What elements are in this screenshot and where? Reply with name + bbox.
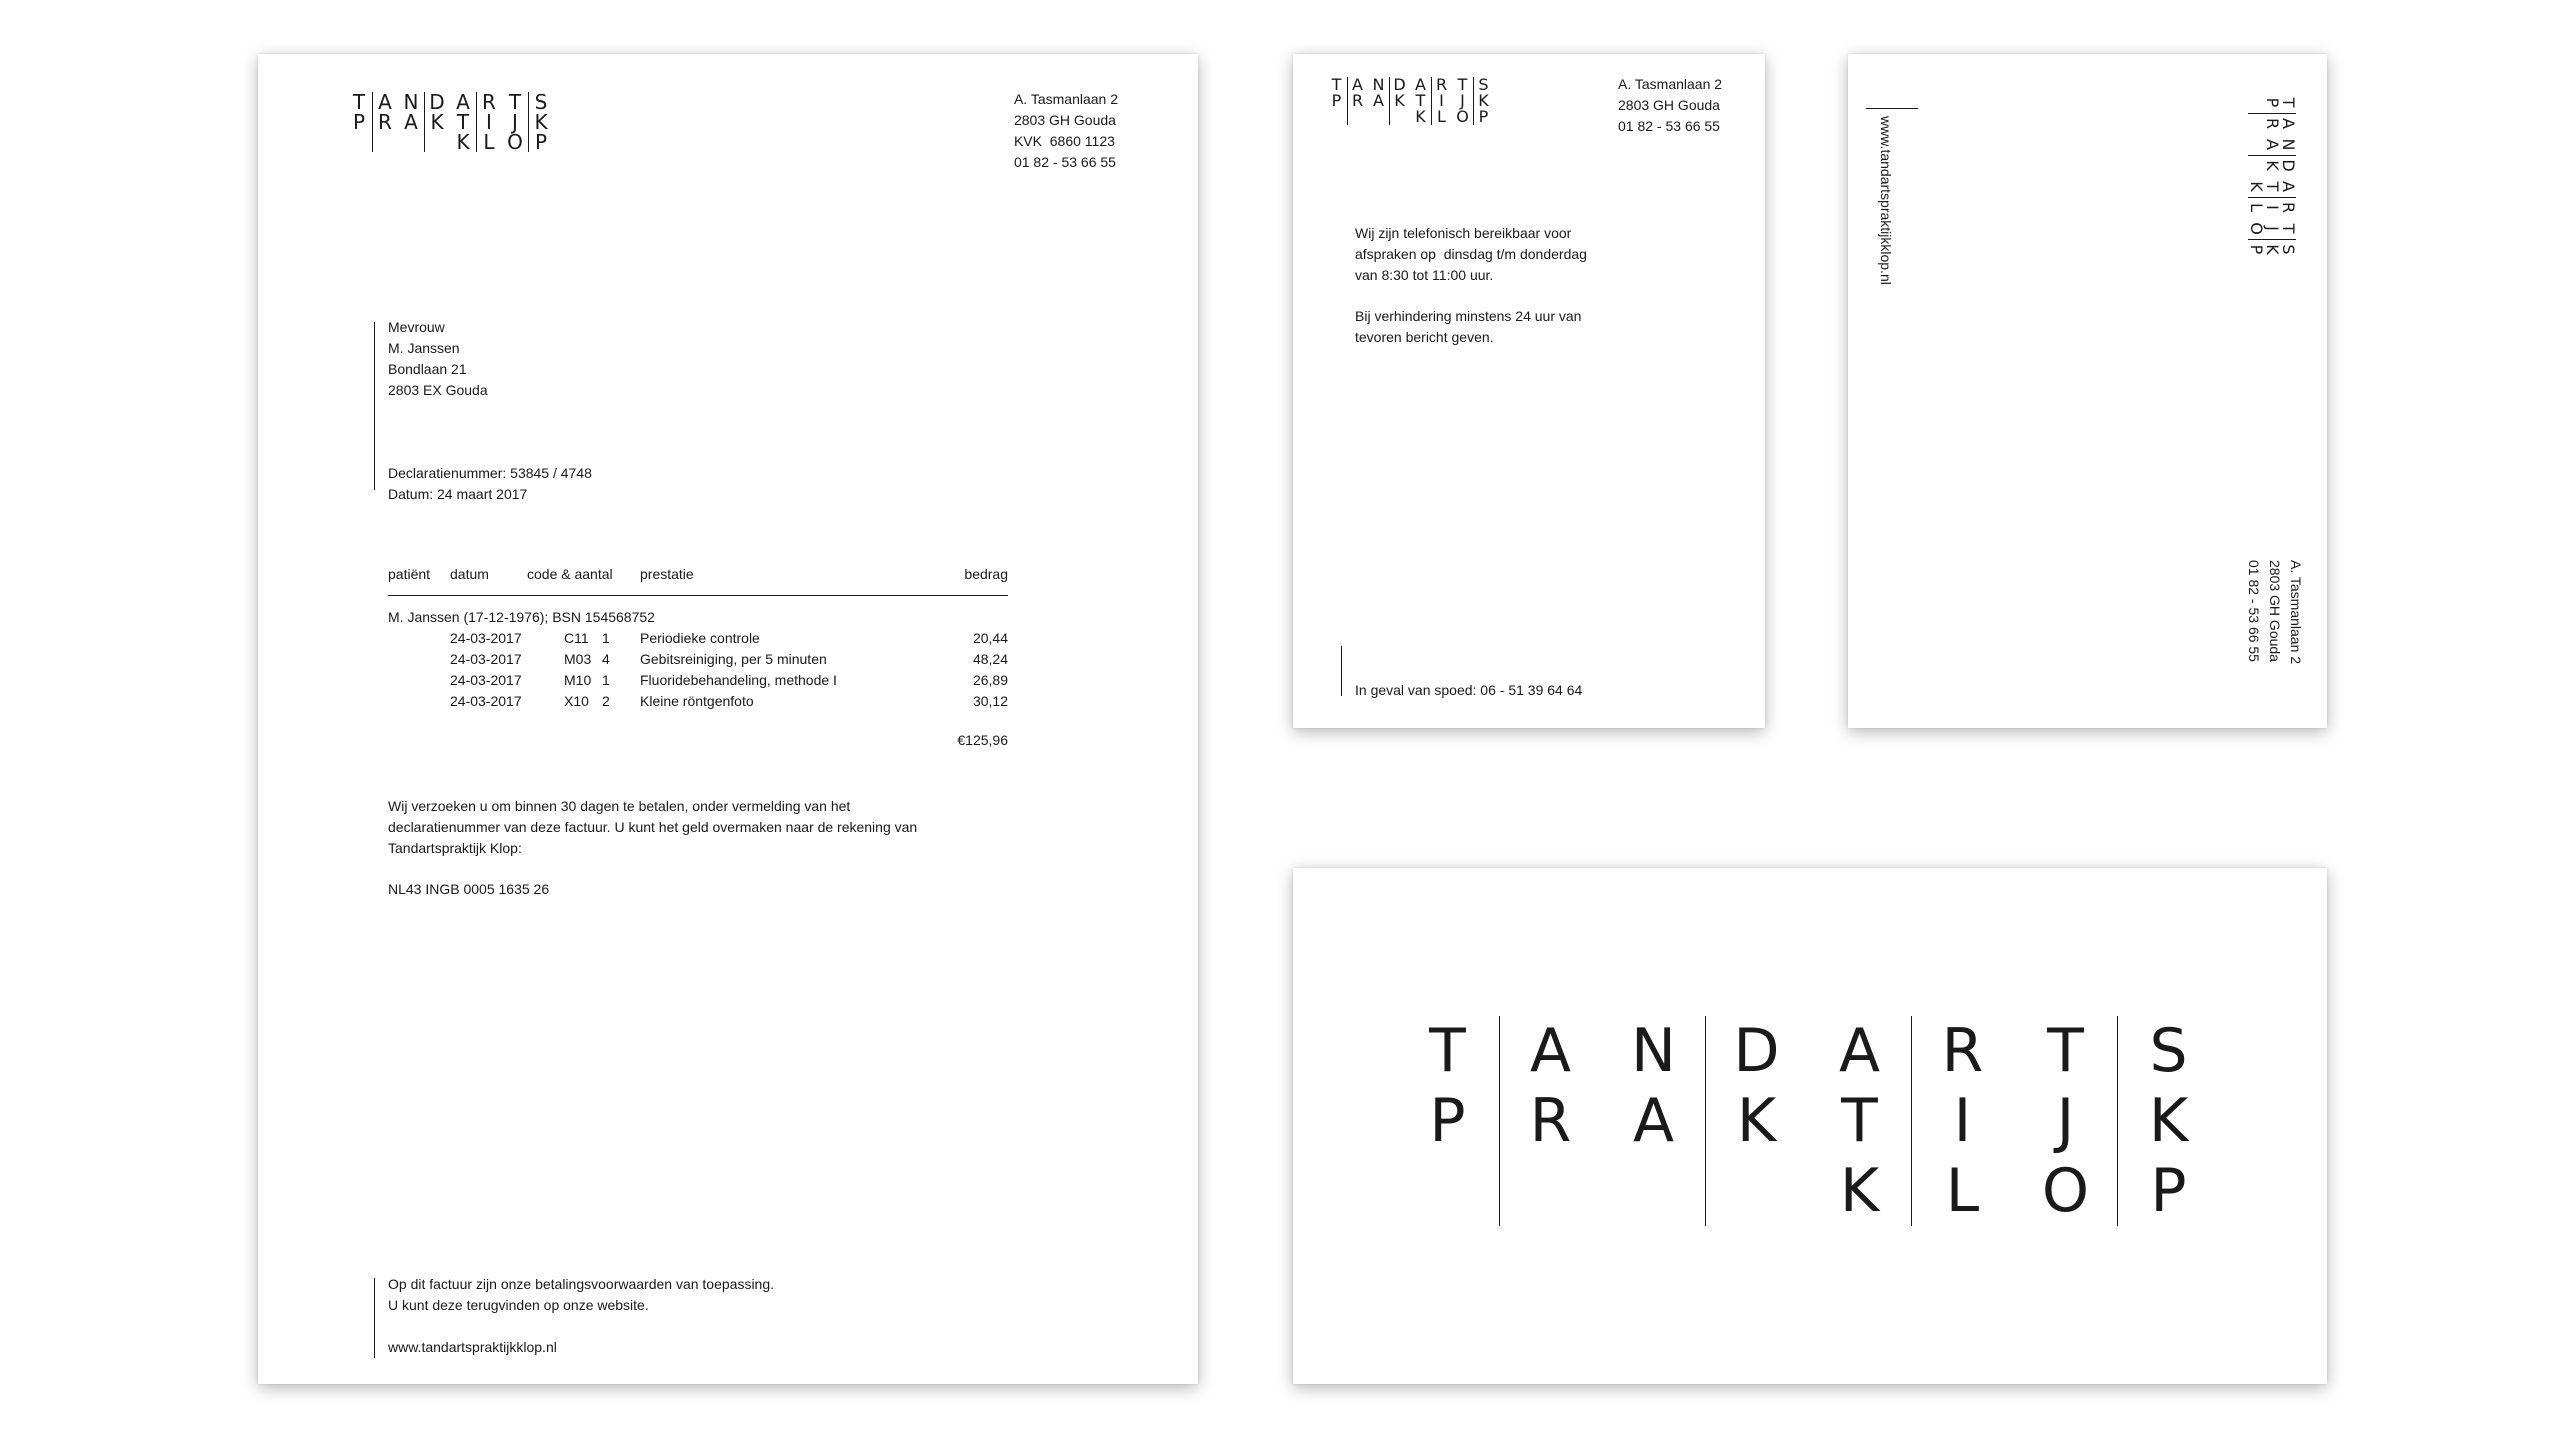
logo-letter: S xyxy=(1478,75,1489,94)
logo-column xyxy=(2248,197,2296,218)
logo-column xyxy=(476,92,502,152)
logo-letter xyxy=(2248,134,2264,155)
cancellation-text xyxy=(1355,306,1581,348)
logo-column xyxy=(2248,239,2296,260)
logo-column xyxy=(502,92,528,152)
logo-letter: T xyxy=(352,90,366,114)
logo-letter: A xyxy=(1838,1016,1881,1086)
logo-column xyxy=(346,92,372,152)
table-row xyxy=(388,651,1008,672)
logo-column xyxy=(2117,1016,2220,1226)
logo-letter: R xyxy=(1435,75,1448,94)
logo-column xyxy=(1473,77,1494,125)
sender-line: KVK 6860 1123 xyxy=(1013,133,1115,149)
row-qty: 1 xyxy=(602,672,610,688)
logo-letter xyxy=(372,132,398,152)
table-spacer xyxy=(388,714,1008,732)
logo-row xyxy=(1396,1016,2220,1226)
sender-address xyxy=(1014,89,1118,173)
letter-logo xyxy=(346,92,554,152)
logo-row xyxy=(1326,77,1494,125)
logo-letter xyxy=(346,132,372,152)
logo-letter: R xyxy=(2263,117,2282,130)
footer-terms xyxy=(388,1274,774,1316)
logo-letter: K xyxy=(456,130,470,154)
logo-letter: T xyxy=(2263,181,2282,192)
address-line: A. Tasmanlaan 2 xyxy=(1618,76,1723,92)
logo-letter: P xyxy=(352,110,366,134)
row-date: 24-03-2017 xyxy=(450,630,522,646)
logo-column xyxy=(1911,1016,2014,1226)
card-logo xyxy=(1326,77,1494,125)
payment-instructions xyxy=(388,796,917,859)
logo-letter: K xyxy=(430,110,444,134)
envelope xyxy=(1848,54,2327,728)
logo-letter xyxy=(1396,1156,1499,1226)
payment-line: declaratienummer van deze factuur. U kunt het geld overmaken naar de rekening van xyxy=(388,819,918,835)
logo-letter: L xyxy=(1437,107,1446,126)
logo-letter: I xyxy=(1439,91,1444,110)
logo-column xyxy=(1602,1016,1705,1226)
logo-letter xyxy=(1389,109,1410,125)
logo-letter: L xyxy=(1945,1156,1980,1226)
logo-letter: A xyxy=(2263,139,2282,150)
logo-letter xyxy=(2248,155,2264,176)
logo-letter: L xyxy=(483,130,495,154)
logo-letter: T xyxy=(2279,97,2298,108)
logo-column xyxy=(2014,1016,2117,1226)
logo-letter: J xyxy=(512,110,518,134)
emergency-number: In geval van spoed: 06 - 51 39 64 64 xyxy=(1355,682,1583,698)
logo-letter: K xyxy=(1736,1086,1777,1156)
availability-line: Wij zijn telefonisch bereikbaar voor xyxy=(1355,225,1572,241)
logo-letter: D xyxy=(1393,75,1406,94)
logo-letter: T xyxy=(1457,75,1468,94)
logo-letter: K xyxy=(2247,181,2266,192)
payment-line: Wij verzoeken u om binnen 30 dagen te betalen, onder vermelding van het xyxy=(388,798,851,814)
header-patient: patiënt xyxy=(388,566,431,582)
row-code: M03 xyxy=(564,651,592,667)
logo-letter: T xyxy=(2047,1016,2084,1086)
logo-letter: N xyxy=(1631,1016,1676,1086)
header-amount: bedrag xyxy=(964,566,1008,582)
row-amount: 48,24 xyxy=(972,651,1008,667)
envelope-address-wrap xyxy=(2243,560,2306,664)
logo-letter: J xyxy=(2056,1086,2075,1156)
row-amount: 30,12 xyxy=(972,693,1008,709)
logo-letter: A xyxy=(1373,91,1384,110)
row-service: Gebitsreiniging, per 5 minuten xyxy=(640,651,827,667)
row-amount: 20,44 xyxy=(972,630,1008,646)
logo-letter: O xyxy=(2247,222,2266,235)
invoice-letter xyxy=(258,54,1198,1384)
logo-column xyxy=(1368,77,1389,125)
row-code: X10 xyxy=(564,693,589,709)
logo-column xyxy=(1499,1016,1602,1226)
footer-line: U kunt deze terugvinden op onze website. xyxy=(388,1297,649,1313)
logo-letter: R xyxy=(1351,91,1364,110)
address-line: 01 82 - 53 66 55 xyxy=(1618,118,1720,134)
logo-column xyxy=(1410,77,1431,125)
logo-letter: A xyxy=(1632,1086,1675,1156)
logo-column xyxy=(2248,113,2296,134)
cancellation-line: Bij verhindering minstens 24 uur van xyxy=(1355,308,1582,324)
footer-line: Op dit factuur zijn onze betalingsvoorwaarden van toepassing. xyxy=(388,1276,775,1292)
logo-letter: L xyxy=(2247,203,2266,212)
header-date: datum xyxy=(450,566,489,582)
availability-line: afspraken op dinsdag t/m donderdag xyxy=(1355,246,1587,262)
envelope-address xyxy=(2243,560,2306,664)
logo-column xyxy=(1396,1016,1499,1226)
sender-line: A. Tasmanlaan 2 xyxy=(1013,91,1118,107)
logo-letter: A xyxy=(378,90,392,114)
logo-letter xyxy=(1326,109,1347,125)
logo-letter xyxy=(2248,113,2264,134)
row-date: 24-03-2017 xyxy=(450,651,522,667)
logo-row xyxy=(2248,92,2296,260)
logo-column xyxy=(450,92,476,152)
logo-letter: K xyxy=(1394,91,1405,110)
recipient-line: 2803 EX Gouda xyxy=(388,382,488,398)
table-header-rule xyxy=(388,595,1008,596)
logo-letter: T xyxy=(508,90,522,114)
logo-letter: T xyxy=(1331,75,1342,94)
logo-letter: T xyxy=(2279,223,2298,234)
logo-letter: R xyxy=(482,90,496,114)
row-service: Periodieke controle xyxy=(640,630,760,646)
logo-letter xyxy=(424,132,450,152)
recipient-line: M. Janssen xyxy=(388,340,460,356)
recipient-line: Mevrouw xyxy=(388,319,445,335)
logo-letter: T xyxy=(1841,1086,1878,1156)
logo-column xyxy=(1326,77,1347,125)
logo-letter: P xyxy=(2150,1156,2187,1226)
address-line: 01 82 - 53 66 55 xyxy=(2246,560,2262,662)
logo-column xyxy=(2248,218,2296,239)
logo-letter: R xyxy=(378,110,392,134)
envelope-website-wrap xyxy=(1876,116,1896,285)
logo-letter: R xyxy=(2279,201,2298,214)
logo-column xyxy=(2248,176,2296,197)
iban: NL43 INGB 0005 1635 26 xyxy=(388,881,550,897)
logo-letter xyxy=(1368,109,1389,125)
logo-row xyxy=(346,92,554,152)
invoice-table-header xyxy=(388,566,1008,596)
logo-column xyxy=(1452,77,1473,125)
logo-letter: T xyxy=(456,110,470,134)
logo-letter: N xyxy=(2279,138,2298,151)
logo-letter: I xyxy=(486,110,492,134)
logo-letter xyxy=(398,132,424,152)
header-code: code & aantal xyxy=(527,566,613,582)
logo-letter: A xyxy=(1529,1016,1572,1086)
logo-letter: P xyxy=(2247,244,2266,255)
logo-column xyxy=(398,92,424,152)
footer-rule xyxy=(374,1278,375,1358)
invoice-total: €125,96 xyxy=(957,732,1008,748)
invoice-table-body xyxy=(388,609,1008,753)
business-card xyxy=(1293,868,2327,1384)
row-code: M10 xyxy=(564,672,592,688)
declaration-number: Declaratienummer: 53845 / 4748 xyxy=(388,465,592,481)
logo-letter: J xyxy=(1460,91,1465,110)
logo-letter: K xyxy=(1839,1156,1880,1226)
logo-letter: N xyxy=(1372,75,1385,94)
logo-letter: A xyxy=(1415,75,1426,94)
logo-letter: K xyxy=(2263,244,2282,255)
envelope-logo xyxy=(2248,92,2296,260)
logo-letter: A xyxy=(2279,181,2298,192)
logo-letter: N xyxy=(403,90,419,114)
row-amount: 26,89 xyxy=(972,672,1008,688)
logo-letter xyxy=(1602,1156,1705,1226)
logo-letter: O xyxy=(507,130,523,154)
table-row xyxy=(388,672,1008,693)
logo-letter: A xyxy=(456,90,470,114)
logo-letter xyxy=(1499,1156,1602,1226)
logo-letter: O xyxy=(1456,107,1469,126)
logo-letter: D xyxy=(2279,159,2298,172)
patient-line xyxy=(388,609,1008,630)
logo-letter: T xyxy=(1415,91,1426,110)
logo-letter: A xyxy=(2279,118,2298,129)
row-code: C11 xyxy=(564,630,589,646)
address-line: 2803 GH Gouda xyxy=(2267,560,2283,662)
logo-letter xyxy=(1347,109,1368,125)
logo-letter: K xyxy=(534,110,548,134)
table-row xyxy=(388,630,1008,651)
recipient-address xyxy=(388,317,488,401)
logo-letter: I xyxy=(1953,1086,1972,1156)
logo-letter: S xyxy=(2279,244,2298,255)
row-service: Kleine röntgenfoto xyxy=(640,693,754,709)
availability-line: van 8:30 tot 11:00 uur. xyxy=(1355,267,1494,283)
sender-line: 01 82 - 53 66 55 xyxy=(1013,154,1116,170)
appointment-card xyxy=(1293,54,1765,728)
envelope-logo-wrap xyxy=(2248,92,2296,260)
sender-line: 2803 GH Gouda xyxy=(1013,112,1116,128)
table-row xyxy=(388,693,1008,714)
payment-line: Tandartspraktijk Klop: xyxy=(388,840,522,856)
logo-column xyxy=(1431,77,1452,125)
envelope-rule xyxy=(1866,108,1918,109)
recipient-line: Bondlaan 21 xyxy=(388,361,467,377)
logo-letter: S xyxy=(2149,1016,2188,1086)
table-total-row xyxy=(388,732,1008,753)
logo-letter: K xyxy=(2263,160,2282,171)
recipient-rule xyxy=(374,322,375,490)
row-qty: 1 xyxy=(602,630,610,646)
logo-column xyxy=(528,92,554,152)
logo-letter: S xyxy=(534,90,548,114)
header-service: prestatie xyxy=(640,566,694,582)
logo-column xyxy=(2248,155,2296,176)
logo-letter: I xyxy=(2263,205,2282,210)
logo-letter xyxy=(2248,92,2264,113)
row-date: 24-03-2017 xyxy=(450,672,522,688)
logo-letter: K xyxy=(2148,1086,2189,1156)
logo-letter: J xyxy=(2263,226,2282,231)
row-service: Fluoridebehandeling, methode I xyxy=(640,672,837,688)
availability-text xyxy=(1355,223,1587,286)
envelope-website[interactable]: www.tandartspraktijkklop.nl xyxy=(1878,116,1894,285)
cancellation-line: tevoren bericht geven. xyxy=(1355,329,1494,345)
logo-letter: R xyxy=(1529,1086,1572,1156)
card-address xyxy=(1618,74,1722,137)
logo-letter: P xyxy=(534,130,548,154)
row-qty: 2 xyxy=(602,693,610,709)
logo-letter: P xyxy=(2263,97,2282,108)
row-date: 24-03-2017 xyxy=(450,693,522,709)
logo-column xyxy=(1705,1016,1808,1226)
logo-letter: P xyxy=(1478,107,1489,126)
logo-column xyxy=(1808,1016,1911,1226)
logo-letter: O xyxy=(2041,1156,2090,1226)
logo-letter: K xyxy=(1478,91,1489,110)
logo-column xyxy=(2248,92,2296,113)
logo-letter: D xyxy=(429,90,445,114)
emergency-rule xyxy=(1341,646,1342,696)
logo-letter xyxy=(1705,1156,1808,1226)
logo-letter: R xyxy=(1941,1016,1984,1086)
logo-column xyxy=(372,92,398,152)
website-link[interactable]: www.tandartspraktijkklop.nl xyxy=(388,1339,557,1355)
business-card-logo xyxy=(1396,1016,2220,1226)
logo-letter: P xyxy=(1331,91,1342,110)
row-qty: 4 xyxy=(602,651,610,667)
logo-letter: P xyxy=(1429,1086,1466,1156)
address-line: A. Tasmanlaan 2 xyxy=(2288,560,2304,665)
logo-letter: A xyxy=(1352,75,1363,94)
logo-column xyxy=(1347,77,1368,125)
logo-letter: K xyxy=(1415,107,1426,126)
patient-details: M. Janssen (17-12-1976); BSN 154568752 xyxy=(388,609,655,625)
logo-letter: A xyxy=(404,110,418,134)
logo-column xyxy=(424,92,450,152)
logo-column xyxy=(1389,77,1410,125)
invoice-date: Datum: 24 maart 2017 xyxy=(388,486,528,502)
logo-letter: T xyxy=(1429,1016,1466,1086)
logo-letter: D xyxy=(1733,1016,1780,1086)
logo-column xyxy=(2248,134,2296,155)
address-line: 2803 GH Gouda xyxy=(1618,97,1720,113)
